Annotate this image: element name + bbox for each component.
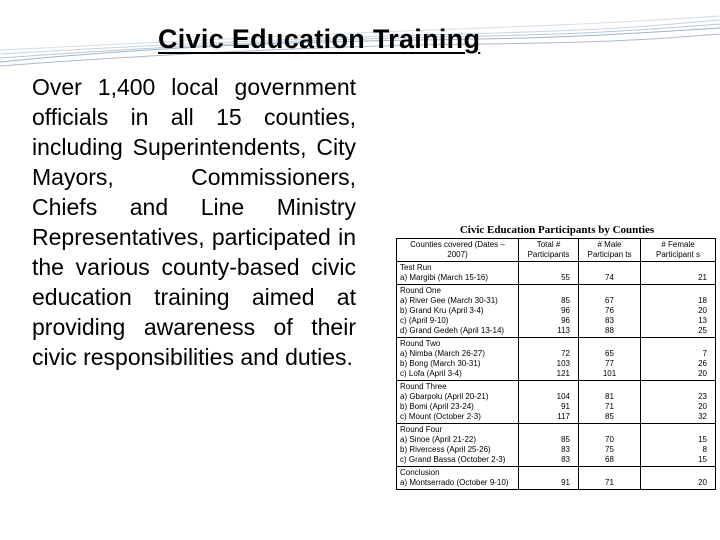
female-cell (641, 381, 716, 424)
female-value: 23 (698, 392, 707, 401)
female-value: 13 (698, 316, 707, 325)
county-entry: c) Lofa (April 3-4) (400, 369, 462, 378)
table-row (397, 381, 716, 424)
header-female: # Female Participant s (641, 239, 716, 262)
total-value: 83 (561, 455, 570, 464)
county-entry: b) Grand Kru (April 3-4) (400, 306, 484, 315)
female-value: 20 (698, 369, 707, 378)
male-cell (579, 424, 641, 467)
female-cell (641, 424, 716, 467)
male-cell (579, 285, 641, 338)
male-value: 68 (605, 455, 614, 464)
female-value: 18 (698, 296, 707, 305)
slide-title: Civic Education Training (158, 24, 481, 54)
round-label: Conclusion (400, 468, 440, 477)
county-cell (397, 262, 519, 285)
total-value: 85 (561, 435, 570, 444)
header-counties: Counties covered (Dates – 2007) (397, 239, 519, 262)
female-value: 8 (702, 445, 707, 454)
table-row (397, 285, 716, 338)
male-value: 65 (605, 349, 614, 358)
male-value: 70 (605, 435, 614, 444)
female-value: 25 (698, 326, 707, 335)
male-value: 67 (605, 296, 614, 305)
male-value: 81 (605, 392, 614, 401)
total-cell (519, 262, 579, 285)
total-value: 117 (557, 412, 570, 421)
female-cell (641, 262, 716, 285)
female-value: 20 (698, 478, 707, 487)
total-value: 113 (557, 326, 570, 335)
table-row (397, 467, 716, 490)
county-entry: c) Grand Bassa (October 2-3) (400, 455, 506, 464)
total-cell (519, 424, 579, 467)
round-label: Test Run (400, 263, 432, 272)
total-value: 91 (561, 402, 570, 411)
county-entry: a) River Gee (March 30-31) (400, 296, 498, 305)
total-value: 96 (561, 306, 570, 315)
total-value: 91 (561, 478, 570, 487)
county-entry: b) Rivercess (April 25-26) (400, 445, 491, 454)
male-value: 71 (605, 402, 614, 411)
total-cell (519, 467, 579, 490)
total-value: 55 (561, 273, 570, 282)
female-cell (641, 338, 716, 381)
total-value: 104 (556, 392, 570, 401)
female-cell (641, 467, 716, 490)
male-value: 101 (602, 369, 617, 378)
female-cell (641, 285, 716, 338)
table-row (397, 262, 716, 285)
header-male: # Male Participan ts (579, 239, 641, 262)
male-cell (579, 262, 641, 285)
round-label: Round Four (400, 425, 443, 434)
county-entry: c) (April 9-10) (400, 316, 449, 325)
male-value: 74 (605, 273, 614, 282)
male-value: 75 (605, 445, 614, 454)
male-value: 88 (605, 326, 614, 335)
county-cell (397, 381, 519, 424)
total-value: 96 (561, 316, 570, 325)
table-body (397, 262, 716, 490)
male-cell (579, 467, 641, 490)
county-entry: c) Mount (October 2-3) (400, 412, 481, 421)
county-entry: a) Margibi (March 15-16) (400, 273, 489, 282)
header-total: Total # Participants (519, 239, 579, 262)
county-entry: a) Montserrado (October 9-10) (400, 478, 509, 487)
female-value: 15 (698, 435, 707, 444)
county-cell (397, 338, 519, 381)
total-value: 121 (556, 369, 570, 378)
total-value: 83 (561, 445, 570, 454)
table-caption: Civic Education Participants by Counties (459, 224, 655, 236)
total-value: 85 (561, 296, 570, 305)
total-cell (519, 285, 579, 338)
male-cell (579, 381, 641, 424)
county-cell (397, 467, 519, 490)
female-value: 20 (698, 402, 707, 411)
table-header-row (397, 239, 716, 262)
total-cell (519, 338, 579, 381)
round-label: Round Three (400, 382, 447, 391)
table-row (397, 424, 716, 467)
participants-table (396, 238, 716, 490)
county-entry: d) Grand Gedeh (April 13-14) (400, 326, 505, 335)
total-value: 103 (556, 359, 570, 368)
table-row (397, 338, 716, 381)
total-cell (519, 381, 579, 424)
female-value: 21 (698, 273, 707, 282)
county-entry: a) Sinoe (April 21-22) (400, 435, 477, 444)
male-value: 83 (605, 316, 614, 325)
male-value: 85 (605, 412, 614, 421)
female-value: 26 (698, 359, 707, 368)
total-value: 72 (561, 349, 570, 358)
county-cell (397, 285, 519, 338)
county-cell (397, 424, 519, 467)
female-value: 32 (698, 412, 707, 421)
round-label: Round Two (400, 339, 441, 348)
county-entry: b) Bong (March 30-31) (400, 359, 481, 368)
female-value: 15 (698, 455, 707, 464)
female-value: 20 (698, 306, 707, 315)
male-value: 71 (605, 478, 614, 487)
county-entry: b) Bomi (April 23-24) (400, 402, 474, 411)
male-value: 76 (605, 306, 614, 315)
slide-body-text: Over 1,400 local government officials in all 15 counties, including Superintendents, City Mayors, Commissioners, Chiefs and Line Ministry Representatives, participated in the various county-based civic education training aimed at providing awareness of their civic responsibilities and duties. (32, 74, 356, 370)
round-label: Round One (400, 286, 441, 295)
male-cell (579, 338, 641, 381)
male-value: 77 (605, 359, 614, 368)
female-value: 7 (702, 349, 707, 358)
county-entry: a) Nimba (March 26-27) (400, 349, 485, 358)
county-entry: a) Gbarpolu (April 20-21) (400, 392, 489, 401)
